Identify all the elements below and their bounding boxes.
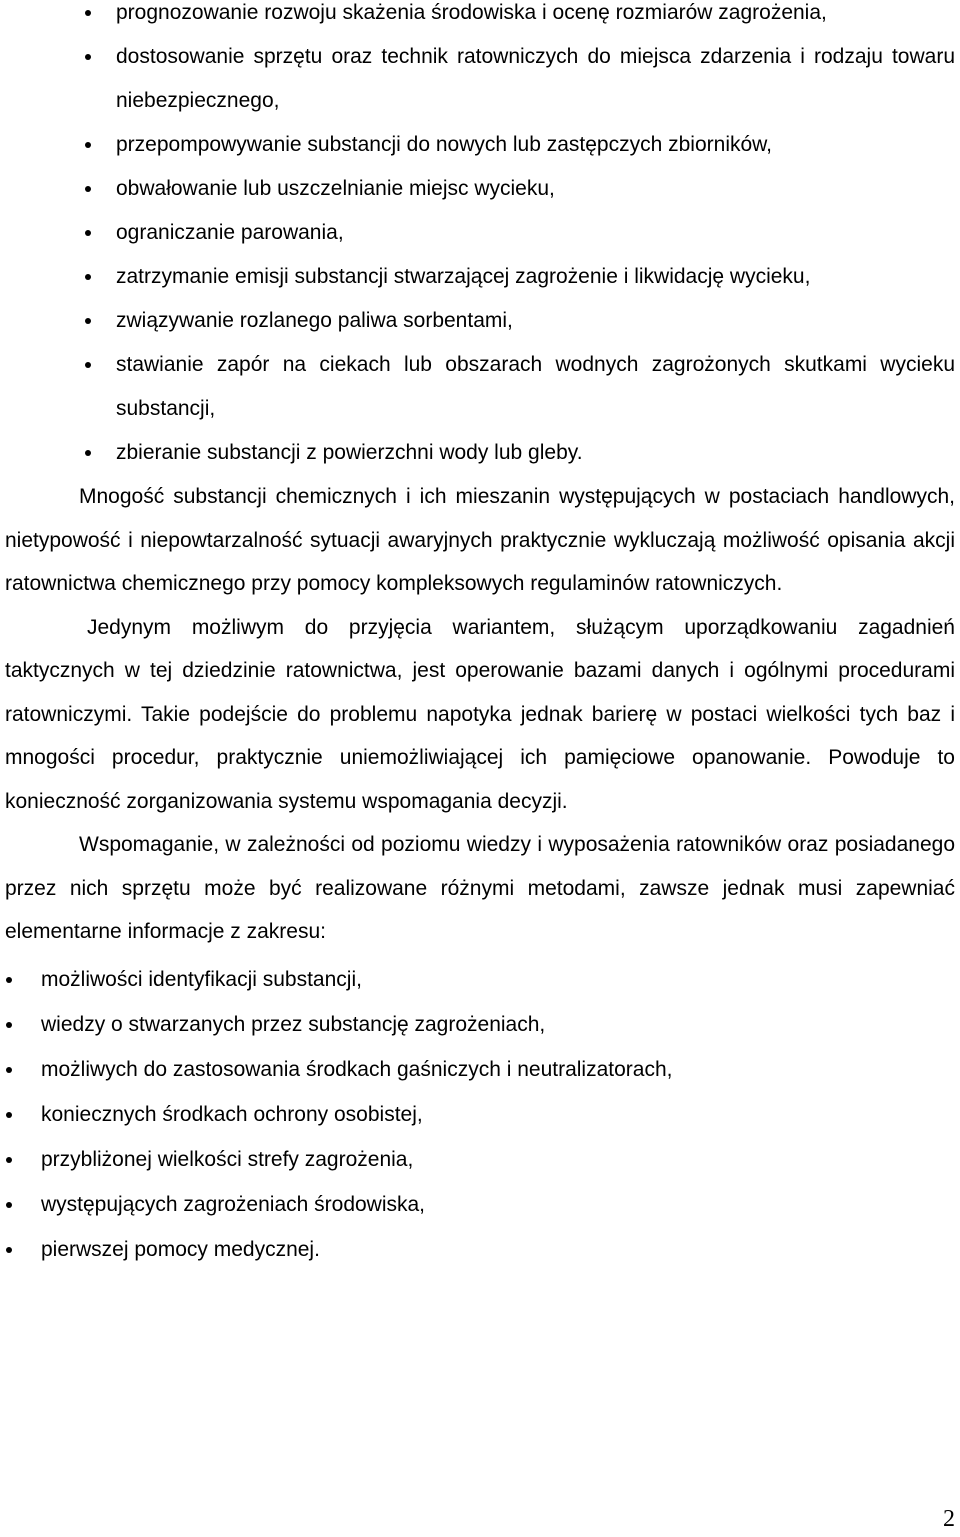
bullet-icon [6,977,12,983]
bullet-icon [6,1157,12,1163]
bullet-icon [85,362,91,368]
list-item: związywanie rozlanego paliwa sorbentami, [5,299,955,343]
page-number: 2 [943,1506,955,1532]
information-scope-list [5,957,955,1272]
bullet-icon [85,450,91,456]
bullet-icon [6,1022,12,1028]
list-item: obwałowanie lub uszczelnianie miejsc wycieku, [5,167,955,211]
rescue-actions-list [5,0,955,475]
list-item: możliwości identyfikacji substancji, [5,957,955,1002]
bullet-icon [6,1112,12,1118]
paragraph: Jedynym możliwym do przyjęcia wariantem, służącym uporządkowaniu zagadnień taktycznych w tej dziedzinie ratownictwa, jest operowanie bazami danych i ogólnymi procedurami ratowniczymi. Takie podejście do problemu napotyka jednak barierę w postaci wielkości tych baz i mnogości procedur, praktycznie uniemożliwiającej ich pamięciowe opanowanie. Powoduje to konieczność zorganizowania systemu wspomagania decyzji. [5,615,955,813]
list-item: zatrzymanie emisji substancji stwarzającej zagrożenie i likwidację wycieku, [5,255,955,299]
bullet-icon [85,142,91,148]
paragraph: Mnogość substancji chemicznych i ich mieszanin występujących w postaciach handlowych, nietypowość i niepowtarzalność sytuacji awaryjnych praktycznie wykluczają możliwość opisania akcji ratownictwa chemicznego przy pomocy kompleksowych regulaminów ratowniczych. [5,485,955,595]
list-item: stawianie zapór na ciekach lub obszarach wodnych zagrożonych skutkami wycieku substancji, [5,343,955,431]
bullet-icon [85,10,91,16]
bullet-icon [6,1247,12,1253]
list-item: prognozowanie rozwoju skażenia środowiska i ocenę rozmiarów zagrożenia, [5,0,955,35]
list-item: możliwych do zastosowania środkach gaśniczych i neutralizatorach, [5,1047,955,1092]
document-page [5,0,955,1272]
list-item: wiedzy o stwarzanych przez substancję zagrożeniach, [5,1002,955,1047]
bullet-icon [85,54,91,60]
bullet-icon [85,274,91,280]
bullet-icon [85,230,91,236]
list-item: zbieranie substancji z powierzchni wody lub gleby. [5,431,955,475]
bullet-icon [85,318,91,324]
list-item: przepompowywanie substancji do nowych lub zastępczych zbiorników, [5,123,955,167]
list-item: pierwszej pomocy medycznej. [5,1227,955,1272]
list-item: przybliżonej wielkości strefy zagrożenia, [5,1137,955,1182]
bullet-icon [6,1202,12,1208]
bullet-icon [85,186,91,192]
list-item: ograniczanie parowania, [5,211,955,255]
bullet-icon [6,1067,12,1073]
list-item: dostosowanie sprzętu oraz technik ratowniczych do miejsca zdarzenia i rodzaju towaru niebezpiecznego, [5,35,955,123]
list-item: koniecznych środkach ochrony osobistej, [5,1092,955,1137]
list-item: występujących zagrożeniach środowiska, [5,1182,955,1227]
paragraph: Wspomaganie, w zależności od poziomu wiedzy i wyposażenia ratowników oraz posiadanego przez nich sprzętu może być realizowane różnymi metodami, zawsze jednak musi zapewniać elementarne informacje z zakresu: [5,833,955,943]
